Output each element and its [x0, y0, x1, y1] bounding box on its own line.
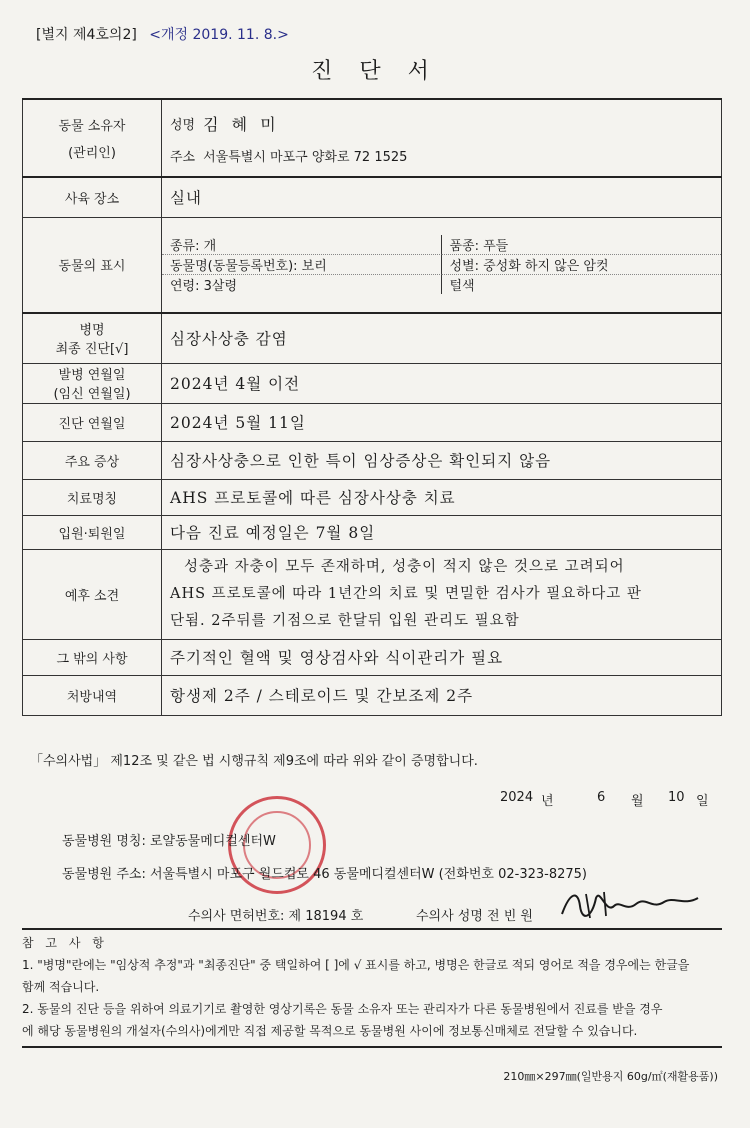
onset-label-2: (임신 연월일)	[53, 387, 131, 402]
revision-date: <개정 2019. 11. 8.>	[149, 27, 289, 43]
date-month-unit: 월	[631, 794, 644, 809]
diag-date-value: 2024년 5월 11일	[162, 403, 722, 441]
date-year: 2024	[500, 790, 534, 805]
document-title: 진 단 서	[311, 59, 439, 84]
note-2-line-1: 2. 동물의 진단 등을 위하여 의료기기로 촬영한 영상기록은 동물 소유자 또는 관리자가 다른 동물병원에서 진료를 받을 경우	[22, 1002, 663, 1016]
prognosis-line-2: AHS 프로토콜에 따라 1년간의 치료 및 면밀한 검사가 필요하다고 판	[170, 585, 642, 602]
onset-label-1: 발병 연월일	[58, 368, 126, 383]
animal-sex: 성별: 중성화 하지 않은 암컷	[442, 255, 722, 275]
animal-label: 동물의 표시	[23, 217, 162, 313]
hospital-address: 동물병원 주소: 서울특별시 마포구 월드컵로 46 동물메디컬센터W (전화번호 02-323-8275)	[62, 867, 587, 882]
owner-label-text: 동물 소유자	[58, 119, 126, 134]
diagnosis-value: 심장사상충 감염	[162, 313, 722, 363]
owner-label-sub: (관리인)	[68, 146, 116, 161]
diagnosis-label-2: 최종 진단[√]	[55, 342, 129, 358]
certification-text: 「수의사법」 제12조 및 같은 법 시행규칙 제9조에 따라 위와 같이 증명합니다.	[30, 754, 478, 769]
vet-license: 수의사 면허번호: 제 18194 호	[188, 909, 364, 924]
form-reference	[36, 24, 289, 44]
notes-divider	[22, 928, 722, 930]
symptoms-value: 심장사상충으로 인한 특이 임상증상은 확인되지 않음	[162, 441, 722, 479]
bottom-divider	[22, 1046, 722, 1048]
prognosis-label: 예후 소견	[23, 549, 162, 639]
note-2-line-2: 에 해당 동물병원의 개설자(수의사)에게만 직접 제공할 목적으로 동물병원 사이에 정보통신매체로 전달할 수 있습니다.	[22, 1024, 638, 1038]
animal-breed: 품종: 푸들	[442, 235, 722, 255]
notes-title: 참 고 사 항	[22, 936, 108, 950]
hospital-name: 동물병원 명칭: 로얄동물메디컬센터W	[62, 834, 276, 849]
vet-signature	[556, 884, 706, 924]
prognosis-value	[162, 549, 722, 639]
diag-date-label: 진단 연월일	[23, 403, 162, 441]
onset-label	[23, 363, 162, 403]
diagnosis-label-1: 병명	[79, 323, 105, 339]
owner-address-label: 주소	[170, 149, 196, 165]
owner-info	[162, 99, 722, 177]
animal-name: 동물명(동물등록번호): 보리	[162, 255, 442, 275]
vet-name: 수의사 성명 전 빈 원	[416, 909, 533, 924]
admission-value: 다음 진료 예정일은 7월 8일	[162, 515, 722, 549]
other-label: 그 밖의 사항	[23, 639, 162, 675]
date-day-unit: 일	[696, 794, 709, 809]
treatment-value: AHS 프로토콜에 따른 심장사상충 치료	[162, 479, 722, 515]
symptoms-label: 주요 증상	[23, 441, 162, 479]
animal-species: 종류: 개	[162, 235, 442, 255]
animal-color: 털색	[449, 279, 475, 295]
note-1-line-1: 1. "병명"란에는 "임상적 추정"과 "최종진단" 중 택일하여 [ ]에 √ 표시를 하고, 병명은 한글로 적되 영어로 적을 경우에는 한글을	[22, 958, 690, 972]
prescription-value: 항생제 2주 / 스테로이드 및 간보조제 2주	[162, 675, 722, 715]
location-label: 사육 장소	[23, 177, 162, 217]
diagnosis-label	[23, 313, 162, 363]
other-value: 주기적인 혈액 및 영상검사와 식이관리가 필요	[162, 639, 722, 675]
animal-age: 연령: 3살령	[162, 275, 442, 294]
date-month: 6	[597, 790, 606, 805]
diagnosis-form-table	[22, 98, 722, 716]
paper-specification: 210㎜×297㎜(일반용지 60g/㎡(재활용품))	[503, 1070, 718, 1083]
admission-label: 입원·퇴원일	[23, 515, 162, 549]
prescription-label: 처방내역	[23, 675, 162, 715]
prognosis-line-3: 단됨. 2주뒤를 기점으로 한달뒤 입원 관리도 필요함	[170, 612, 520, 629]
prognosis-line-1: 성충과 자충이 모두 존재하며, 성충이 적지 않은 것으로 고려되어	[184, 558, 625, 575]
owner-label	[23, 99, 162, 177]
form-number: [별지 제4호의2]	[36, 27, 137, 43]
treatment-label: 치료명칭	[23, 479, 162, 515]
location-value: 실내	[162, 177, 722, 217]
owner-name-label: 성명	[170, 117, 196, 133]
owner-address: 서울특별시 마포구 양화로 72 1525	[203, 149, 408, 165]
date-day: 10	[668, 790, 685, 805]
note-1-line-2: 함께 적습니다.	[22, 980, 100, 994]
date-year-unit: 년	[541, 794, 554, 809]
onset-value: 2024년 4월 이전	[162, 363, 722, 403]
owner-name: 김 혜 미	[203, 114, 280, 134]
